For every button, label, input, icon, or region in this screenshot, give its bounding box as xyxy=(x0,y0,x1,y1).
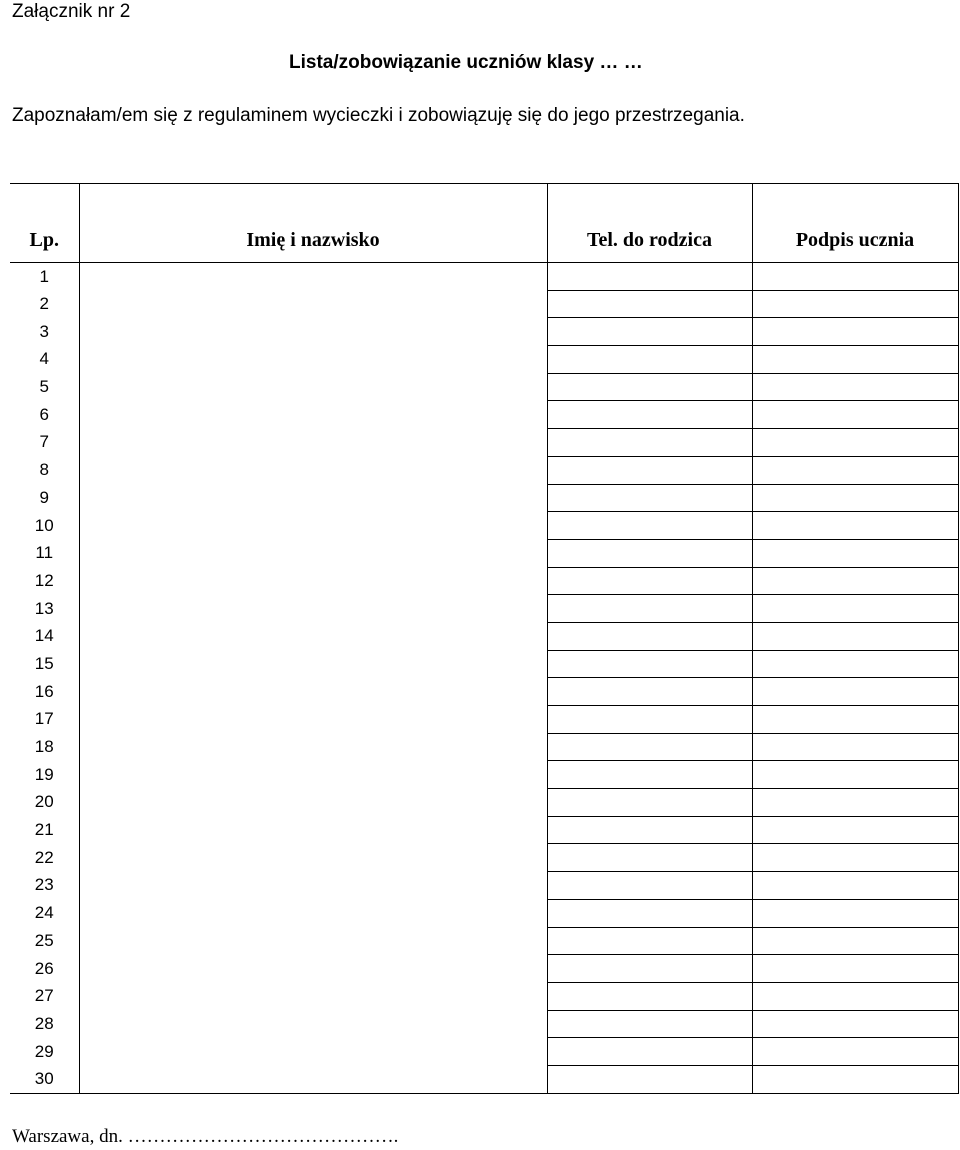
name-cell[interactable] xyxy=(79,1065,547,1093)
row-number: 20 xyxy=(10,789,79,817)
table-row xyxy=(10,429,958,457)
parent-phone-cell[interactable] xyxy=(547,899,752,927)
header-student-signature: Podpis ucznia xyxy=(752,184,958,263)
row-number: 16 xyxy=(10,678,79,706)
row-number: 12 xyxy=(10,567,79,595)
name-cell[interactable] xyxy=(79,456,547,484)
parent-phone-cell[interactable] xyxy=(547,844,752,872)
parent-phone-cell[interactable] xyxy=(547,982,752,1010)
name-cell[interactable] xyxy=(79,706,547,734)
parent-phone-cell[interactable] xyxy=(547,678,752,706)
name-cell[interactable] xyxy=(79,872,547,900)
row-number: 30 xyxy=(10,1065,79,1093)
table-row xyxy=(10,373,958,401)
signature-cell[interactable] xyxy=(752,789,958,817)
row-number: 1 xyxy=(10,263,79,291)
signature-cell[interactable] xyxy=(752,678,958,706)
parent-phone-cell[interactable] xyxy=(547,429,752,457)
name-cell[interactable] xyxy=(79,263,547,291)
signature-cell[interactable] xyxy=(752,456,958,484)
signature-cell[interactable] xyxy=(752,899,958,927)
table-row xyxy=(10,706,958,734)
signature-cell[interactable] xyxy=(752,844,958,872)
name-cell[interactable] xyxy=(79,512,547,540)
table-row xyxy=(10,290,958,318)
signature-cell[interactable] xyxy=(752,401,958,429)
name-cell[interactable] xyxy=(79,761,547,789)
header-lp: Lp. xyxy=(10,184,79,263)
table-row xyxy=(10,899,958,927)
name-cell[interactable] xyxy=(79,1010,547,1038)
table-row xyxy=(10,927,958,955)
header-parent-phone: Tel. do rodzica xyxy=(547,184,752,263)
signature-cell[interactable] xyxy=(752,622,958,650)
row-number: 5 xyxy=(10,373,79,401)
signature-cell[interactable] xyxy=(752,982,958,1010)
header-name: Imię i nazwisko xyxy=(79,184,547,263)
parent-phone-cell[interactable] xyxy=(547,539,752,567)
table-row xyxy=(10,484,958,512)
signature-cell[interactable] xyxy=(752,595,958,623)
table-row xyxy=(10,263,958,291)
row-number: 2 xyxy=(10,290,79,318)
parent-phone-cell[interactable] xyxy=(547,706,752,734)
signature-cell[interactable] xyxy=(752,346,958,374)
row-number: 7 xyxy=(10,429,79,457)
row-number: 6 xyxy=(10,401,79,429)
signature-cell[interactable] xyxy=(752,1038,958,1066)
row-number: 28 xyxy=(10,1010,79,1038)
parent-phone-cell[interactable] xyxy=(547,1010,752,1038)
parent-phone-cell[interactable] xyxy=(547,872,752,900)
name-cell[interactable] xyxy=(79,401,547,429)
table-row xyxy=(10,789,958,817)
document-title: Lista/zobowiązanie uczniów klasy … … xyxy=(289,52,643,73)
name-cell[interactable] xyxy=(79,789,547,817)
name-cell[interactable] xyxy=(79,622,547,650)
parent-phone-cell[interactable] xyxy=(547,456,752,484)
name-cell[interactable] xyxy=(79,429,547,457)
signature-cell[interactable] xyxy=(752,872,958,900)
name-cell[interactable] xyxy=(79,816,547,844)
parent-phone-cell[interactable] xyxy=(547,1065,752,1093)
row-number: 14 xyxy=(10,622,79,650)
signature-cell[interactable] xyxy=(752,650,958,678)
table-row xyxy=(10,595,958,623)
row-number: 23 xyxy=(10,872,79,900)
signature-cell[interactable] xyxy=(752,1010,958,1038)
name-cell[interactable] xyxy=(79,567,547,595)
signature-cell[interactable] xyxy=(752,955,958,983)
table-row xyxy=(10,1010,958,1038)
signature-cell[interactable] xyxy=(752,733,958,761)
students-table xyxy=(10,183,959,1094)
parent-phone-cell[interactable] xyxy=(547,955,752,983)
row-number: 11 xyxy=(10,539,79,567)
row-number: 25 xyxy=(10,927,79,955)
parent-phone-cell[interactable] xyxy=(547,650,752,678)
signature-cell[interactable] xyxy=(752,429,958,457)
table-row xyxy=(10,567,958,595)
table-row xyxy=(10,650,958,678)
table-body xyxy=(10,263,958,1094)
table-header-row xyxy=(10,184,958,263)
parent-phone-cell[interactable] xyxy=(547,318,752,346)
parent-phone-cell[interactable] xyxy=(547,1038,752,1066)
signature-cell[interactable] xyxy=(752,927,958,955)
parent-phone-cell[interactable] xyxy=(547,927,752,955)
table-row xyxy=(10,456,958,484)
annex-label: Załącznik nr 2 xyxy=(12,1,131,22)
signature-cell[interactable] xyxy=(752,484,958,512)
row-number: 21 xyxy=(10,816,79,844)
table-row xyxy=(10,733,958,761)
parent-phone-cell[interactable] xyxy=(547,512,752,540)
row-number: 22 xyxy=(10,844,79,872)
signature-cell[interactable] xyxy=(752,512,958,540)
row-number: 13 xyxy=(10,595,79,623)
parent-phone-cell[interactable] xyxy=(547,595,752,623)
date-line: Warszawa, dn. ……………………………………. xyxy=(12,1126,399,1147)
parent-phone-cell[interactable] xyxy=(547,761,752,789)
signature-cell[interactable] xyxy=(752,263,958,291)
parent-phone-cell[interactable] xyxy=(547,484,752,512)
table-row xyxy=(10,982,958,1010)
table-row xyxy=(10,1065,958,1093)
name-cell[interactable] xyxy=(79,955,547,983)
name-cell[interactable] xyxy=(79,290,547,318)
name-cell[interactable] xyxy=(79,899,547,927)
parent-phone-cell[interactable] xyxy=(547,789,752,817)
table-row xyxy=(10,1038,958,1066)
name-cell[interactable] xyxy=(79,318,547,346)
name-cell[interactable] xyxy=(79,982,547,1010)
statement-text: Zapoznałam/em się z regulaminem wycieczki i zobowiązuję się do jego przestrzegania. xyxy=(12,105,745,126)
row-number: 19 xyxy=(10,761,79,789)
row-number: 4 xyxy=(10,346,79,374)
name-cell[interactable] xyxy=(79,844,547,872)
parent-phone-cell[interactable] xyxy=(547,346,752,374)
signature-cell[interactable] xyxy=(752,290,958,318)
name-cell[interactable] xyxy=(79,1038,547,1066)
parent-phone-cell[interactable] xyxy=(547,733,752,761)
signature-cell[interactable] xyxy=(752,373,958,401)
row-number: 26 xyxy=(10,955,79,983)
table-row xyxy=(10,512,958,540)
table-row xyxy=(10,539,958,567)
table-row xyxy=(10,318,958,346)
row-number: 8 xyxy=(10,456,79,484)
name-cell[interactable] xyxy=(79,373,547,401)
row-number: 10 xyxy=(10,512,79,540)
table-row xyxy=(10,346,958,374)
row-number: 3 xyxy=(10,318,79,346)
table-row xyxy=(10,816,958,844)
parent-phone-cell[interactable] xyxy=(547,816,752,844)
table-row xyxy=(10,955,958,983)
row-number: 15 xyxy=(10,650,79,678)
table-row xyxy=(10,622,958,650)
row-number: 18 xyxy=(10,733,79,761)
parent-phone-cell[interactable] xyxy=(547,263,752,291)
name-cell[interactable] xyxy=(79,927,547,955)
parent-phone-cell[interactable] xyxy=(547,290,752,318)
signature-cell[interactable] xyxy=(752,1065,958,1093)
signature-cell[interactable] xyxy=(752,567,958,595)
name-cell[interactable] xyxy=(79,733,547,761)
row-number: 27 xyxy=(10,982,79,1010)
table-row xyxy=(10,844,958,872)
signature-cell[interactable] xyxy=(752,318,958,346)
signature-cell[interactable] xyxy=(752,761,958,789)
table-row xyxy=(10,872,958,900)
signature-cell[interactable] xyxy=(752,816,958,844)
name-cell[interactable] xyxy=(79,484,547,512)
parent-phone-cell[interactable] xyxy=(547,567,752,595)
row-number: 17 xyxy=(10,706,79,734)
table-row xyxy=(10,401,958,429)
name-cell[interactable] xyxy=(79,346,547,374)
name-cell[interactable] xyxy=(79,650,547,678)
signature-cell[interactable] xyxy=(752,706,958,734)
name-cell[interactable] xyxy=(79,595,547,623)
parent-phone-cell[interactable] xyxy=(547,373,752,401)
name-cell[interactable] xyxy=(79,678,547,706)
table-row xyxy=(10,678,958,706)
signature-cell[interactable] xyxy=(752,539,958,567)
row-number: 29 xyxy=(10,1038,79,1066)
parent-phone-cell[interactable] xyxy=(547,401,752,429)
table-row xyxy=(10,761,958,789)
row-number: 24 xyxy=(10,899,79,927)
parent-phone-cell[interactable] xyxy=(547,622,752,650)
name-cell[interactable] xyxy=(79,539,547,567)
row-number: 9 xyxy=(10,484,79,512)
